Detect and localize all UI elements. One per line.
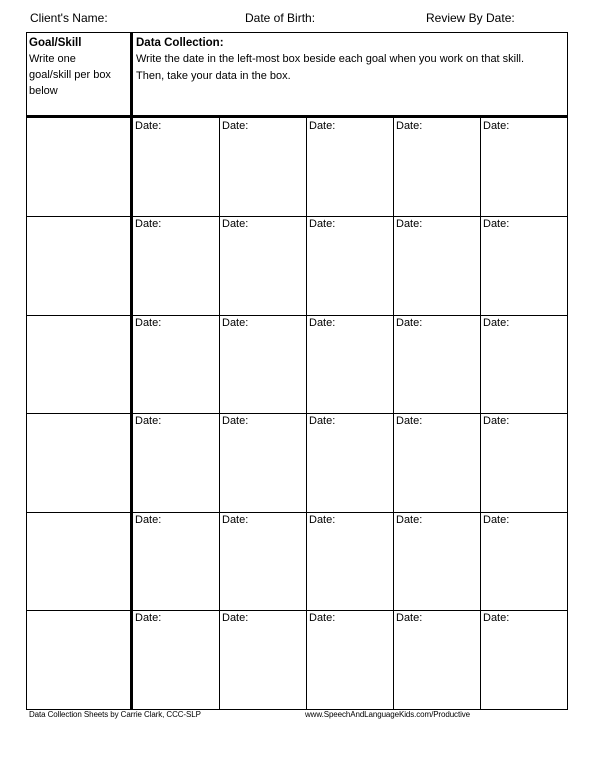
- data-cell[interactable]: [394, 118, 481, 216]
- date-label: Date:: [483, 415, 510, 427]
- data-cell[interactable]: [220, 315, 307, 413]
- date-label: Date:: [309, 317, 336, 329]
- date-label: Date:: [222, 218, 249, 230]
- data-cell[interactable]: [133, 118, 220, 216]
- date-label: Date:: [222, 317, 249, 329]
- data-collection-title: Data Collection:: [136, 37, 224, 49]
- goal-skill-cell[interactable]: [27, 315, 130, 413]
- data-cell[interactable]: [220, 610, 307, 709]
- date-label: Date:: [222, 612, 249, 624]
- data-cell[interactable]: [481, 512, 568, 610]
- date-label: Date:: [222, 514, 249, 526]
- date-label: Date:: [309, 218, 336, 230]
- data-cell[interactable]: [394, 413, 481, 512]
- data-cell[interactable]: [307, 216, 394, 315]
- date-label: Date:: [135, 514, 162, 526]
- column-divider: [393, 118, 394, 709]
- data-cell[interactable]: [220, 512, 307, 610]
- header-divider: [27, 115, 567, 118]
- date-label: Date:: [483, 317, 510, 329]
- footer-credit: Data Collection Sheets by Carrie Clark, CCC-SLP: [29, 710, 201, 719]
- data-cell[interactable]: [394, 315, 481, 413]
- review-by-date-label: Review By Date:: [426, 11, 515, 25]
- goal-column-divider: [130, 33, 133, 709]
- date-label: Date:: [309, 612, 336, 624]
- date-label: Date:: [135, 612, 162, 624]
- date-label: Date:: [309, 415, 336, 427]
- date-label: Date:: [396, 120, 423, 132]
- date-label: Date:: [396, 514, 423, 526]
- data-collection-instruction-line2: Then, take your data in the box.: [136, 70, 291, 82]
- goal-skill-instruction-line2: goal/skill per box: [29, 69, 111, 81]
- goal-skill-cell[interactable]: [27, 610, 130, 708]
- data-cell[interactable]: [133, 216, 220, 315]
- goal-row: [27, 315, 567, 413]
- data-cell[interactable]: [133, 610, 220, 709]
- date-label: Date:: [135, 120, 162, 132]
- date-label: Date:: [483, 514, 510, 526]
- data-cell[interactable]: [307, 610, 394, 709]
- data-cell[interactable]: [394, 512, 481, 610]
- goal-skill-cell[interactable]: [27, 118, 130, 216]
- date-of-birth-label: Date of Birth:: [245, 11, 316, 25]
- client-name-label: Client's Name:: [30, 11, 108, 25]
- goal-skill-title: Goal/Skill: [29, 37, 82, 49]
- data-collection-header: [133, 33, 568, 116]
- column-divider: [306, 118, 307, 709]
- date-label: Date:: [396, 218, 423, 230]
- data-cell[interactable]: [220, 413, 307, 512]
- data-cell[interactable]: [307, 315, 394, 413]
- goal-skill-header: [27, 33, 131, 116]
- goal-row: [27, 512, 567, 610]
- data-cell[interactable]: [220, 216, 307, 315]
- data-cell[interactable]: [394, 610, 481, 709]
- data-cell[interactable]: [394, 216, 481, 315]
- column-divider: [480, 118, 481, 709]
- date-label: Date:: [309, 120, 336, 132]
- date-label: Date:: [396, 612, 423, 624]
- goal-row: [27, 413, 567, 512]
- goal-skill-instruction-line1: Write one: [29, 53, 76, 65]
- goal-row: [27, 216, 567, 315]
- data-cell[interactable]: [481, 413, 568, 512]
- data-collection-sheet: [26, 32, 568, 710]
- goal-skill-cell[interactable]: [27, 413, 130, 511]
- data-collection-instruction-line1: Write the date in the left-most box beside each goal when you work on that skill.: [136, 53, 525, 65]
- data-cell[interactable]: [307, 512, 394, 610]
- date-label: Date:: [135, 415, 162, 427]
- goal-skill-cell[interactable]: [27, 216, 130, 314]
- data-cell[interactable]: [307, 413, 394, 512]
- date-label: Date:: [135, 317, 162, 329]
- date-label: Date:: [483, 612, 510, 624]
- date-label: Date:: [483, 218, 510, 230]
- data-cell[interactable]: [133, 315, 220, 413]
- data-cell[interactable]: [220, 118, 307, 216]
- date-label: Date:: [222, 415, 249, 427]
- data-cell[interactable]: [481, 216, 568, 315]
- goal-row: [27, 610, 567, 709]
- data-cell[interactable]: [133, 512, 220, 610]
- data-cell[interactable]: [481, 315, 568, 413]
- date-label: Date:: [396, 317, 423, 329]
- goal-row: [27, 118, 567, 216]
- data-cell[interactable]: [481, 610, 568, 709]
- date-label: Date:: [396, 415, 423, 427]
- goal-skill-instruction-line3: below: [29, 85, 58, 97]
- date-label: Date:: [309, 514, 336, 526]
- data-cell[interactable]: [133, 413, 220, 512]
- date-label: Date:: [135, 218, 162, 230]
- data-cell[interactable]: [481, 118, 568, 216]
- footer-url: www.SpeechAndLanguageKids.com/Productive: [305, 710, 470, 719]
- goal-skill-cell[interactable]: [27, 512, 130, 610]
- date-label: Date:: [222, 120, 249, 132]
- data-cell[interactable]: [307, 118, 394, 216]
- column-divider: [219, 118, 220, 709]
- date-label: Date:: [483, 120, 510, 132]
